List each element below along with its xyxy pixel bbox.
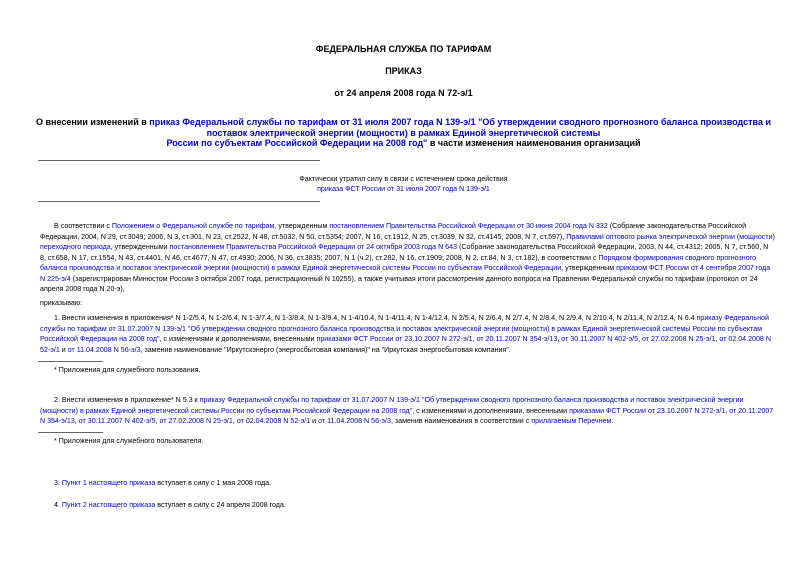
inline-text: , [715,335,720,343]
inline-text: (зарегистрирован Минюстом России 3 октября 2007 года, регистрационный N 10255), а также учитывая итоги рассмотрения данного вопроса на Правлении Федеральной службы по тарифам (протокол от 24 апреля 2008 года N 20-э), [40,274,758,293]
item-1-paragraph [40,313,775,355]
inline-link[interactable]: от 11.04.2008 N 56-э/3 [318,417,391,425]
inline-link[interactable]: постановлением [169,243,225,251]
inline-text: , [155,417,160,425]
title-link[interactable]: приказ Федеральной службы по тарифам от 31 июля 2007 года N 139-э/1 "Об утверждении сводного прогнозного баланса производства и [149,117,772,127]
status-line: Фактически утратил силу в связи с истечением срока действия [299,175,508,183]
divider-bottom [38,201,320,202]
inline-link[interactable]: от 02.04.2008 N 52-э/1 [236,417,311,425]
inline-link[interactable]: от 20.11.2007 N 354-э/13 [476,335,558,343]
inline-link[interactable]: Правительства Российской Федерации от 30 июня 2004 года N 332 [386,222,608,230]
inline-link[interactable]: постановлением [329,222,385,230]
agency-name: ФЕДЕРАЛЬНАЯ СЛУЖБА ПО ТАРИФАМ [315,44,492,54]
doc-type: ПРИКАЗ [385,66,422,76]
footnote-divider-1 [38,361,103,362]
inline-link[interactable]: настоящего приказа [88,479,156,487]
inline-link[interactable]: Пункт 2 [61,501,87,509]
inline-text: , [557,335,562,343]
inline-text: , утвержденным [561,264,617,272]
doc-date: от 24 апреля 2008 года N 72-э/1 [334,88,473,98]
inline-text: (Собрание законодательства Российской Федерации, 2003, N 44, ст.4312; 2005, N 7, ст.560, N 8, ст.658, N 17, ст.1554, N 43, ст.4401, N 46, ст.4677, N 47, ст.4930; 2006, N 36, ст.3835; 2007, N 1 (ч.2), ст.282, N 16, ст.1909; 2008, N 2, ст.84, N 3, ст.182), в соответствии с [40,243,769,262]
orders-label: приказываю: [40,299,83,307]
inline-link[interactable]: от 20.11.2007 N 354-э/13 [40,406,774,425]
footnote-divider-2 [38,432,103,433]
inline-text: , заменив наименования в соответствии с [390,417,532,425]
intro-paragraph [40,221,775,295]
inline-link[interactable]: прилагаемым Перечнем [531,417,612,425]
item-3-paragraph [40,478,775,489]
inline-text: , с изменениями и дополнениями, внесенными [159,335,317,343]
inline-text: , с изменениями и дополнениями, внесенными [412,406,570,415]
inline-link[interactable]: от 30.11.2007 N 402-э/5 [78,417,156,425]
inline-link[interactable]: приказами ФСТ России от 23.10.2007 N 272-э/1 [569,406,726,415]
inline-text: , [232,417,237,425]
title-link-end[interactable]: России по субъектам Российской Федерации на 2008 год" [166,138,428,148]
inline-link[interactable]: настоящего приказа [88,501,156,509]
inline-link[interactable]: приказу Федеральной службы по тарифам от 31.07.2007 N 139-э/1 "Об утверждении сводного прогнозного баланса производства и поставок электрической энергии (мощности) в рамках Единой энергетической системы России по субъектам Российской Федерации на 2008 год" [40,396,744,415]
inline-text: и [310,417,319,425]
item-2-paragraph [40,395,775,427]
inline-text: вступает в силу с 1 мая 2008 года. [155,479,272,487]
title-suffix: в части изменения наименования организаций [427,138,641,148]
title-prefix: О внесении изменений в [35,117,150,127]
item-4-paragraph [40,500,775,511]
document-title [0,117,807,149]
divider-top [38,160,320,161]
inline-link[interactable]: приказу Федеральной службы по тарифам от 31.07.2007 N 139-э/1 "Об утверждении сводного прогнозного баланса производства и поставок электрической энергии (мощности) в рамках Единой энергетической системы России по субъектам Российской Федерации на 2008 год" [40,314,769,343]
inline-text: , [725,406,730,415]
inline-text: 2. Внести изменения в приложение* N 5.3 к [54,396,200,404]
inline-link[interactable]: от 02.04.2008 N 52-э/1 [40,335,771,354]
inline-link[interactable]: от 27.02.2008 N 25-э/1 [642,335,716,343]
inline-text: , [638,335,643,343]
inline-link[interactable]: приказом ФСТ России от 4 сентября 2007 года N 225-э/4 [40,264,771,283]
inline-text: 4. [54,501,62,509]
inline-text: , [472,335,477,343]
inline-text: . [611,417,614,425]
inline-link[interactable]: от 27.02.2008 N 25-э/1 [159,417,233,425]
inline-text: , утвержденным [274,222,330,230]
inline-link[interactable]: от 11.04.2008 N 56-э/3 [67,345,141,354]
inline-text: , заменив наименование "Иркутскэнерго (энергосбытовая компания)" на "Иркутская энергосбытовая компания". [140,345,511,354]
inline-link[interactable]: от 30.11.2007 N 402-э/5 [561,335,639,343]
inline-text: , утвержденными [110,243,170,251]
status-link[interactable]: приказа ФСТ России от 31 июля 2007 года N 139-э/1 [317,185,490,193]
inline-link[interactable]: Правилами оптового рынка электрической энергии (мощности) переходного периода [40,232,775,251]
inline-link[interactable]: Пункт 1 [61,479,87,487]
inline-text: 3. [54,479,62,487]
title-link-cont[interactable]: поставок электрической энергии (мощности) в рамках Единой энергетической системы [206,127,601,138]
footnote-1: * Приложения для служебного пользования. [54,366,201,374]
inline-text: вступает в силу с 24 апреля 2008 года. [155,501,286,509]
inline-link[interactable]: Порядком формирования сводного прогнозного баланса производства и поставок электрической энергии (мощности) в рамках Единой энергетической системы России по субъектам Российской Федерации [40,253,757,272]
inline-text: (Собрание законодательства Российской Федерации, 2004, N 29, ст.3049; 2006, N 3, ст.301, N 23, ст.2522, N 48, ст.5032, N 50, ст.5354; 2007, N 16, ст.1912, N 25, ст.3039, N 32, ст.4145; 2008, N 7, ст.597), [40,222,747,241]
footnote-2: * Приложения для служебного пользователя. [54,437,204,445]
inline-link[interactable]: приказами ФСТ России от 23.10.2007 N 272-э/1 [316,335,473,343]
inline-text: и [59,345,68,354]
inline-text: 1. Внести изменения в приложения* N 1-2/5.4, N 1-2/6.4, N 1-3/7.4, N 1-3/8.4, N 1-3/9.4, N 1-4/10.4, N 1-4/11.4, N 1-4/12.4, N 2/5.4, N 2/6.4, N 2/7.4, N 2/8.4, N 2/9.4, N 2/10.4, N 2/11.4, N 2/12.4, N 6.4 [54,314,697,322]
inline-text: , [74,417,79,425]
inline-link[interactable]: Положением о Федеральной службе по тарифам [111,222,275,230]
inline-link[interactable]: Правительства Российской Федерации от 24 октября 2003 года N 643 [226,243,458,251]
inline-text: В соответствии с [54,222,112,230]
